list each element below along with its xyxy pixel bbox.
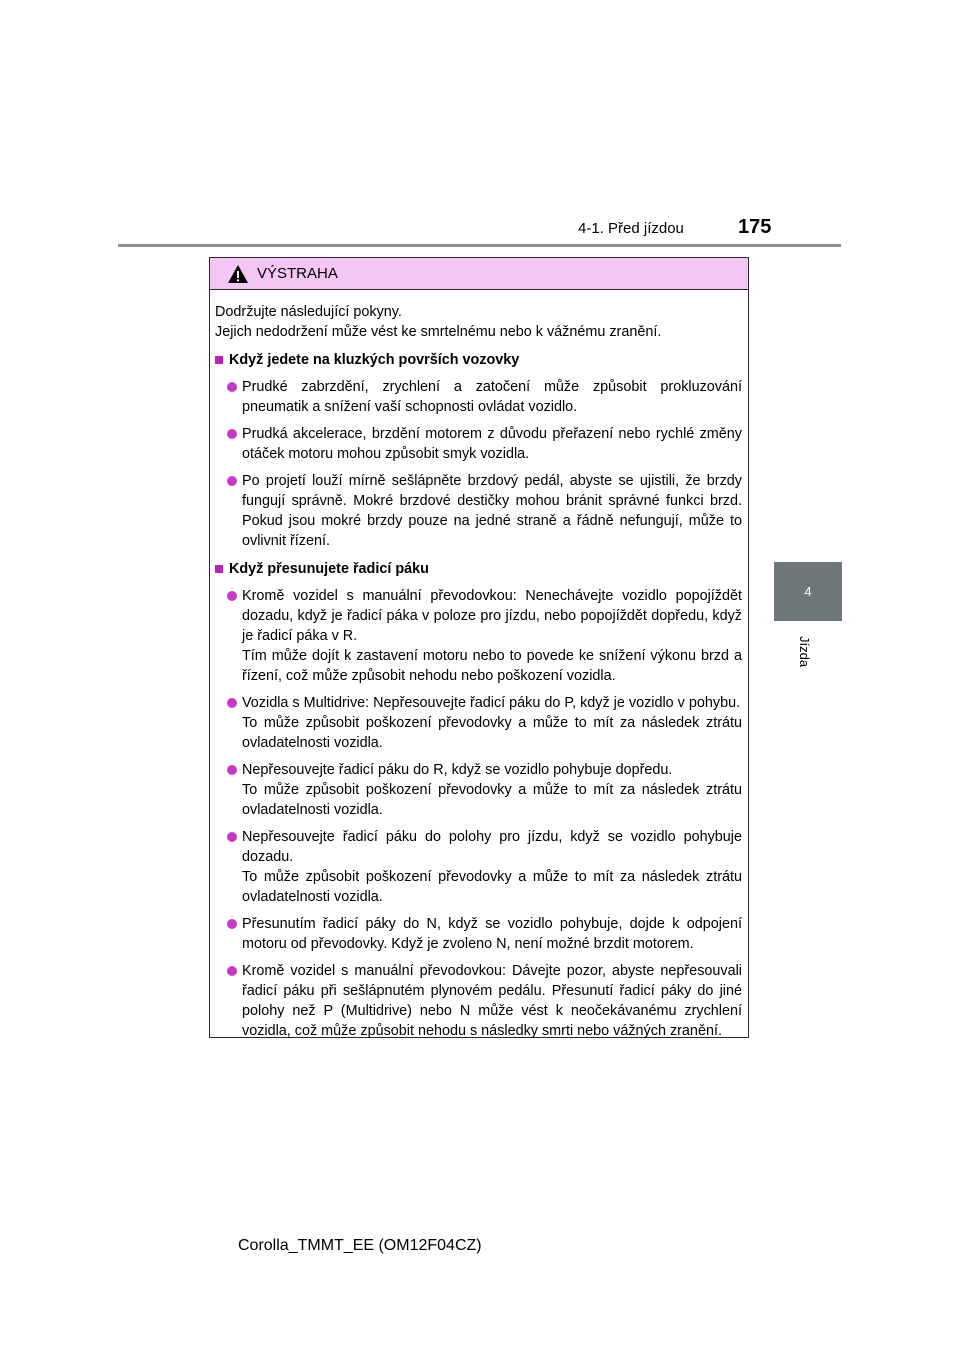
list-item-paragraph: Nepřesouvejte řadicí páku do polohy pro jízdu, když se vozidlo pohybuje dozadu. xyxy=(242,829,742,865)
round-bullet-icon xyxy=(227,966,237,976)
list-item xyxy=(215,377,742,417)
section-heading-text: Když přesunujete řadicí páku xyxy=(229,561,429,577)
round-bullet-icon xyxy=(227,476,237,486)
round-bullet-icon xyxy=(227,765,237,775)
warning-triangle-icon xyxy=(227,264,249,284)
list-item-paragraph: To může způsobit poškození převodovky a může to mít za následek ztrátu ovladatelnosti vozidla. xyxy=(242,869,742,905)
section-title: 4-1. Před jízdou xyxy=(578,220,684,237)
list-item-text xyxy=(242,377,742,417)
header-divider xyxy=(118,244,841,247)
list-item-text xyxy=(242,471,742,551)
list-item xyxy=(215,424,742,464)
list-item xyxy=(215,961,742,1041)
warning-box xyxy=(209,257,749,1038)
section-heading-text: Když jedete na kluzkých površích vozovky xyxy=(229,352,520,368)
list-item-text xyxy=(242,914,742,954)
list-item-paragraph: To může způsobit poškození převodovky a může to mít za následek ztrátu ovladatelnosti vozidla. xyxy=(242,715,742,751)
chapter-number: 4 xyxy=(804,584,812,599)
warning-intro xyxy=(215,302,742,342)
list-item-paragraph: Kromě vozidel s manuální převodovkou: Dávejte pozor, abyste nepřesouvali řadicí páku při sešlápnutém plynovém pedálu. Přesunutí řadicí páky do jiné polohy než P (Multidrive) nebo N může vést k neočekávanému zrychlení vozidla, což může způsobit nehodu s následky smrti nebo vážných zranění. xyxy=(242,963,742,1039)
list-item-text xyxy=(242,693,742,753)
round-bullet-icon xyxy=(227,832,237,842)
list-item-paragraph: Prudké zabrzdění, zrychlení a zatočení může způsobit prokluzování pneumatik a snížení vaší schopnosti ovládat vozidlo. xyxy=(242,379,742,415)
list-item-paragraph: Prudká akcelerace, brzdění motorem z důvodu přeřazení nebo rychlé změny otáček motoru mohou způsobit smyk vozidla. xyxy=(242,426,742,462)
square-bullet-icon xyxy=(215,565,223,573)
list-item-text xyxy=(242,827,742,907)
list-item-paragraph: To může způsobit poškození převodovky a může to mít za následek ztrátu ovladatelnosti vozidla. xyxy=(242,782,742,818)
warning-sections xyxy=(215,350,742,1041)
list-item-paragraph: Nepřesouvejte řadicí páku do R, když se vozidlo pohybuje dopředu. xyxy=(242,762,673,778)
list-item xyxy=(215,760,742,820)
list-item-text xyxy=(242,586,742,686)
document-id: Corolla_TMMT_EE (OM12F04CZ) xyxy=(238,1237,482,1254)
page-number: 175 xyxy=(738,216,772,238)
list-item-paragraph: Tím může dojít k zastavení motoru nebo to povede ke snížení výkonu brzd a řízení, což může způsobit nehodu nebo poškození vozidla. xyxy=(242,648,742,684)
list-item xyxy=(215,693,742,753)
list-item-text xyxy=(242,961,742,1041)
square-bullet-icon xyxy=(215,356,223,364)
list-item-paragraph: Vozidla s Multidrive: Nepřesouvejte řadicí páku do P, když je vozidlo v pohybu. xyxy=(242,695,741,711)
warning-title: VÝSTRAHA xyxy=(257,265,338,282)
round-bullet-icon xyxy=(227,698,237,708)
list-item xyxy=(215,914,742,954)
list-item xyxy=(215,586,742,686)
list-item xyxy=(215,471,742,551)
section-heading xyxy=(215,559,742,579)
warning-body xyxy=(210,290,748,1041)
intro-line: Dodržujte následující pokyny. xyxy=(215,304,402,320)
list-item-paragraph: Kromě vozidel s manuální převodovkou: Nenechávejte vozidlo popojíždět dozadu, když je řadicí páka v poloze pro jízdu, nebo popojíždět dopředu, když je řadicí páka v R. xyxy=(242,588,742,644)
section-heading xyxy=(215,350,742,370)
intro-line: Jejich nedodržení může vést ke smrtelnému nebo k vážnému zranění. xyxy=(215,324,662,340)
list-item-paragraph: Po projetí louží mírně sešlápněte brzdový pedál, abyste se ujistili, že brzdy fungují správně. Mokré brzdové destičky mohou bránit správné funkci brzd. Pokud jsou mokré brzdy pouze na jedné straně a řádně nefungují, může to ovlivnit řízení. xyxy=(242,473,742,549)
chapter-tab[interactable] xyxy=(774,562,842,621)
list-item-paragraph: Přesunutím řadicí páky do N, když se vozidlo pohybuje, dojde k odpojení motoru od převodovky. Když je zvoleno N, není možné brzdit motorem. xyxy=(242,916,742,952)
warning-header xyxy=(210,258,748,290)
chapter-label: Jízda xyxy=(797,636,812,668)
round-bullet-icon xyxy=(227,919,237,929)
round-bullet-icon xyxy=(227,382,237,392)
list-item xyxy=(215,827,742,907)
list-item-text xyxy=(242,760,742,820)
round-bullet-icon xyxy=(227,429,237,439)
round-bullet-icon xyxy=(227,591,237,601)
list-item-text xyxy=(242,424,742,464)
